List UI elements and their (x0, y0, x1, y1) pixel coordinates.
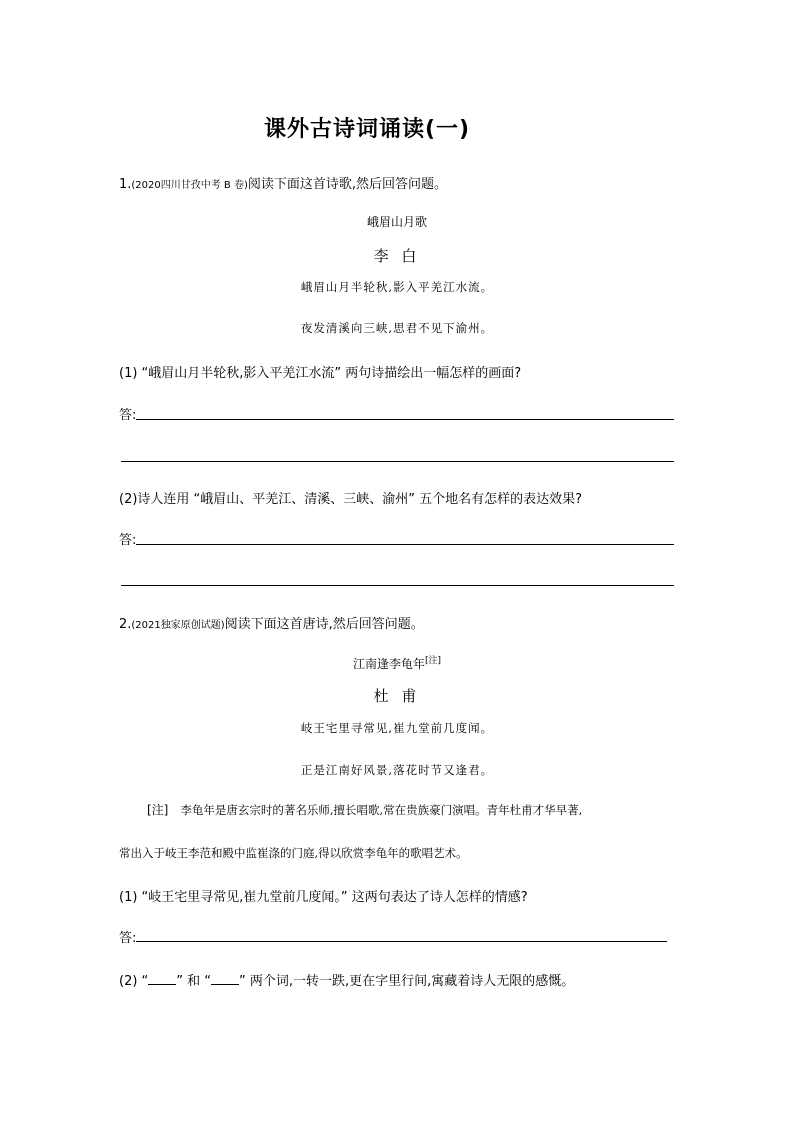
sub-question-1: (1) “峨眉山月半轮秋,影入平羌江水流” 两句诗描绘出一幅怎样的画面? (119, 366, 522, 381)
poem-author: 李 白 (373, 247, 421, 265)
poem-line: 峨眉山月半轮秋,影入平羌江水流。 (300, 280, 494, 294)
sub-question-text: (2) “ (119, 974, 149, 989)
sub-question-text: ” 和 “ (176, 974, 212, 989)
answer-label: 答: (119, 408, 137, 423)
answer-label: 答: (119, 931, 137, 946)
poem-title: 峨眉山月歌 (366, 215, 427, 229)
question-2-header (119, 613, 424, 632)
sub-question-text: ” 两个词,一转一跌,更在字里行间,寓藏着诗人无限的感慨。 (239, 974, 575, 989)
answer-label: 答: (119, 533, 137, 548)
poem-line: 岐王宅里寻常见,崔九堂前几度闻。 (300, 721, 494, 735)
answer-line[interactable] (136, 419, 674, 420)
fill-blank[interactable] (211, 974, 239, 985)
question-1-header (119, 173, 447, 192)
answer-line[interactable] (136, 941, 667, 942)
page-title: 课外古诗词诵读(一) (263, 117, 471, 142)
answer-line[interactable] (121, 585, 674, 586)
answer-line[interactable] (121, 461, 674, 462)
question-number: 1. (119, 177, 132, 192)
poem-line: 正是江南好风景,落花时节又逢君。 (300, 763, 494, 777)
question-source: (2020四川甘孜中考 B 卷) (131, 180, 248, 191)
fill-blank[interactable] (148, 974, 176, 985)
note-marker: [注] (424, 656, 442, 666)
annotation-text: 常出入于岐王李范和殿中监崔涤的门庭,得以欣赏李龟年的歌唱艺术。 (119, 846, 468, 860)
question-prompt: 阅读下面这首唐诗,然后回答问题。 (224, 617, 424, 632)
question-number: 2. (119, 617, 132, 632)
sub-question-2 (119, 970, 574, 989)
sub-question-1: (1) “岐王宅里寻常见,崔九堂前几度闻。” 这两句表达了诗人怎样的情感? (119, 890, 528, 905)
answer-line[interactable] (136, 544, 674, 545)
poem-line: 夜发清溪向三峡,思君不见下渝州。 (300, 321, 494, 335)
sub-question-2: (2)诗人连用 “峨眉山、平羌江、清溪、三峡、渝州” 五个地名有怎样的表达效果? (119, 492, 583, 507)
poem-title-row (0, 653, 794, 672)
question-prompt: 阅读下面这首诗歌,然后回答问题。 (247, 177, 448, 192)
annotation-label: [注] (147, 803, 169, 817)
annotation-line (119, 801, 582, 818)
question-source: (2021独家原创试题) (131, 620, 225, 631)
annotation-text: 李龟年是唐玄宗时的著名乐师,擅长唱歌,常在贵族豪门演唱。青年杜甫才华早著, (180, 803, 583, 817)
poem-title: 江南逢李龟年 (352, 657, 425, 671)
poem-author: 杜 甫 (373, 687, 421, 705)
